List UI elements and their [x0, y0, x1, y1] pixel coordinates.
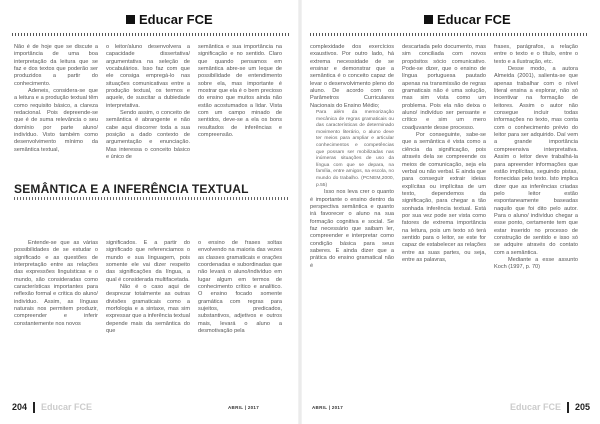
- left-footer: [12, 401, 92, 413]
- text-column: [106, 240, 190, 392]
- header-dotted-rule: [12, 33, 290, 36]
- paragraph: o leitor/aluno desenvolvera a capacidade dissertativa/ argumentativa na seleção de vocabulários. Isso faz com que ele consiga empregá-lo nas situações comunicativas entre a produção textual, os termos e aquele, de suscitar a dubiedade interpretativa.: [106, 44, 190, 109]
- right-columns: [310, 44, 578, 394]
- section-dotted-rule: [14, 197, 290, 200]
- right-header: [424, 10, 511, 28]
- block-quote: Para além da memorização mecânica de regras gramaticais ou das características de determinado movimento literário, o aluno deve ter meios para ampliar e articular conhecimentos e competências que possam ser mobilizadas nas inúmeras situações de uso da língua com que se depara, na família, entre amigos, na escola, no mundo do trabalho. (PCNEM,2000, p.55): [316, 110, 394, 188]
- footer-brand: Educar FCE: [510, 402, 562, 412]
- magazine-title: Educar FCE: [139, 11, 213, 27]
- paragraph: o ensino de frases soltas envolvendo na maioria das vezes as classes gramaticais e orações coordenadas e subordinadas que não levará o aluno/indivíduo em lugar algum em termos de conhecimento crítico e analítico. O ensino focado somente gramática com regras para sujeitos, predicados, substantivos, adjetivos e outros mais, levará o aluno a desmotivação pela: [198, 240, 282, 335]
- footer-divider: [567, 402, 569, 413]
- paragraph: Sendo assim, o conceito de semântica é abrangente e não cabe aqui discorrer toda a sua posição a dado contexto de argumentação e enunciação. Mas interessa o conceito básico e único de: [106, 110, 190, 161]
- right-footer: [510, 401, 590, 413]
- footer-date: ABRIL | 2017: [312, 405, 344, 410]
- square-bullet-icon: [424, 15, 433, 24]
- page-number: 204: [12, 402, 28, 412]
- magazine-title: Educar FCE: [437, 11, 511, 27]
- text-column: [14, 240, 98, 392]
- text-column: [14, 44, 98, 176]
- paragraph: Isso nos leva crer o quanto é importante o ensino dentro da perspectiva semântica e quanto irá favorecer o aluno na sua formação cognitiva e social. Se faz necessário que saibam ler, compreender e interpretar como condição básica para seus saberes. E ainda dizer que a prática do ensino gramatical não é: [310, 189, 394, 269]
- text-column: [494, 44, 578, 394]
- paragraph: Não é o caso aqui de desprezar totalmente as outras divisões gramaticais como a morfologia e a sintaxe, mas sim expressar que a inferência textual depende mais da semântica do que: [106, 284, 190, 335]
- paragraph: Não é de hoje que se discute a importância de uma boa interpretação da leitura que se faz e dos textos que poderão ser produzidos a partir do conhecimento.: [14, 44, 98, 87]
- text-column: [310, 44, 394, 394]
- text-column: [198, 44, 282, 176]
- text-column: [402, 44, 486, 394]
- paragraph: significados. É a partir do significado que referenciamos o mundo e sua linguagem, pois somente ele vai dizer respeito das significações da língua, a qual é considerada multifacetada.: [106, 240, 190, 283]
- header-dotted-rule: [310, 33, 588, 36]
- paragraph: Desse modo, a autora Almeida (2001), salienta-se que apenas trabalhar com o nível literal ensina a explorar, não só incentivar na formação de leitores. Assim o autor não consegue incluir todas informações no texto, mas conta com o conhecimento prévio do leitor para ser adquirido. Daí vem a grande importância compreensiva interpretativa. Assim o leitor deve trabalhá-la para apreender informações que estão implícitas, seguindo pistas, fornecidas pelo texto. Isto implica dizer que as inferências criadas pelo leitor estão espontaneamente baseadas naquilo que foi dito pelo autor. Para o aluno/ indivíduo chegar a esse ponto, certamente tem que estar inserido no processo de construção de sentido e isso só se adquire através do contato com a semântica.: [494, 66, 578, 256]
- page-number: 205: [575, 402, 591, 412]
- left-header: [126, 10, 213, 28]
- left-top-columns: [14, 44, 282, 176]
- paragraph: frases, parágrafos, a relação entre o texto e o título, entre o texto e a ilustração, etc.: [494, 44, 578, 65]
- footer-brand: Educar FCE: [41, 402, 93, 412]
- paragraph: descartada pelo documento, mas sim conciliada com novos propósitos sócio comunicativo. Pode-se dizer, que o ensino de língua portuguesa pautado apenas na transmissão de regras gramaticais não é uma solução, mas sim vista como um problema. Pois ela não deixa o aluno/ indivíduo ser pensante e crítico e sim um mero coadjuvante desse processo.: [402, 44, 486, 131]
- footer-divider: [33, 402, 35, 413]
- square-bullet-icon: [126, 15, 135, 24]
- footer-date: ABRIL | 2017: [228, 405, 260, 410]
- left-bottom-columns: [14, 240, 282, 392]
- paragraph: Por conseguinte, sabe-se que a semântica é vista como a ciência da significação, pois através dela se compreende os meios de comunicação, seja ela verbal ou não verbal. E ainda que para conseguir extrair ideias explícitas ou implícitas de um texto, dependemos da significação, para chegar a tão sonhada inferência textual. Está por sua vez pode ser vista como fatores de extrema importância na leitura, pois um texto só terá sentido para o leitor, se este for capaz de estabelecer as relações entre as suas partes, ou seja, entre as palavras,: [402, 132, 486, 263]
- text-column: [198, 240, 282, 392]
- paragraph: Adeneis, considera-se que a leitura e a produção textual têm como requisito básico, a clareza redacional. Pois depreende-se que é de suma relevância o seu domínio por parte aluno/ indivíduo. Visto também como desenvolvimento mínimo da semântica textual,: [14, 88, 98, 153]
- right-page: [300, 0, 600, 424]
- paragraph: semântica e sua importância na significação e no sentido. Claro que quando pensamos em semântica abre-se um leque de possibilidade de entendimento sobre ela, mas importante é mostrar que ela é o bem precioso do ensino que muitos ainda não estão acostumados a lidar. Vista com um campo minado de sentidos, deve-se a ela os bons resultados de inferências e compreensão.: [198, 44, 282, 139]
- paragraph: complexidade dos exercícios exaustivos. Por outro lado, há extrema necessidade de se ensinar e demonstrar que a semântica é o conceito capaz de levar o desenvolvimento pleno do aluno. De acordo com os Parâmetros Curriculares Nacionais do Ensino Médio;: [310, 44, 394, 109]
- paragraph: Mediante a esse assunto Koch (1997, p. 70): [494, 256, 578, 271]
- text-column: [106, 44, 190, 176]
- paragraph: Entende-se que as várias possibilidades de se estudar o significado e as questões de interpretação entre as relações das expressões linguísticas e o mundo, são consideradas como características importantes para reflexão formal e critica do aluno/ indivíduo. Assim, as línguas naturais nos permitem produzir, compreender e inferir constantemente nos novos: [14, 240, 98, 327]
- section-title: SEMÂNTICA E A INFERÊNCIA TEXTUAL: [14, 182, 249, 196]
